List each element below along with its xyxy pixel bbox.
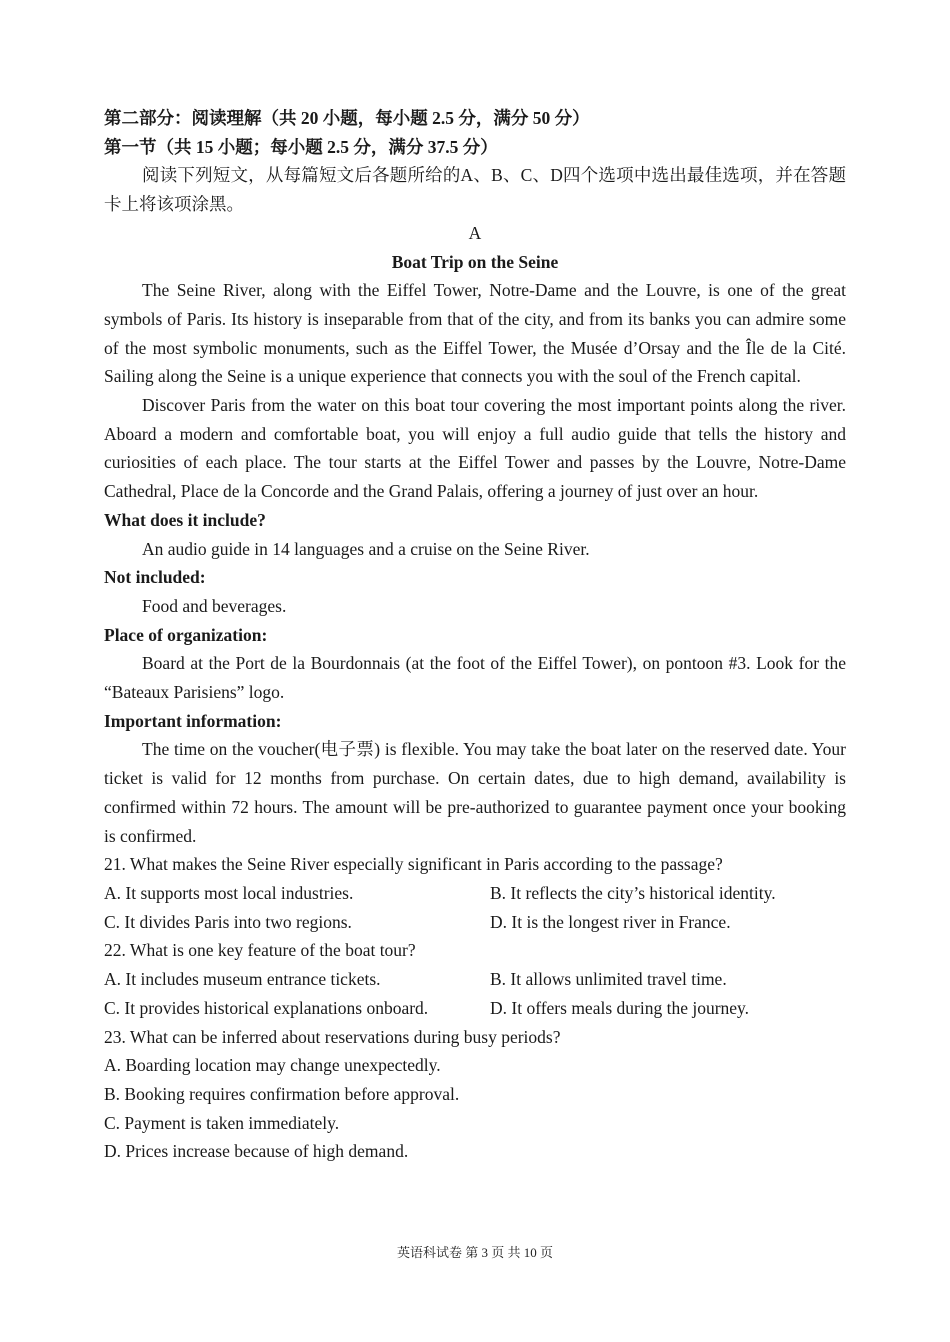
section-heading-not-included: Not included: [104, 567, 206, 588]
page-footer: 英语科试卷 第 3 页 共 10 页 [396, 1245, 553, 1260]
section-text-not-included: Food and beverages. [142, 595, 287, 616]
option-22-d[interactable]: D. It offers meals during the journey. [490, 997, 750, 1018]
section-heading-important: Important information: [104, 710, 282, 731]
section-heading-place: Place of organization: [104, 624, 268, 645]
passage-paragraph: The Seine River, along with the Eiffel Tower, Notre-Dame and the Louvre, is one of the great symbols of Paris. Its history is inseparable from that of the city, and from its banks you can admire some of the most symbolic monuments, such as the Eiffel Tower, the Musée d’Orsay and the Île de la Cité. Sailing along the Seine is a unique experience that connects you with the soul of the French capital. [104, 280, 846, 387]
section-text-include: An audio guide in 14 languages and a cruise on the Seine River. [142, 538, 590, 559]
option-row [104, 879, 846, 908]
passage-paragraph: Discover Paris from the water on this boat tour covering the most important points along the river. Aboard a modern and comfortable boat, you will enjoy a full audio guide that tells the history and curiosities of each place. The tour starts at the Eiffel Tower and passes by the Louvre, Notre-Dame Cathedral, Place de la Concorde and the Grand Palais, offering a journey of just over an hour. [104, 395, 846, 502]
option-23-a[interactable]: A. Boarding location may change unexpectedly. [104, 1055, 441, 1076]
section-text-place: Board at the Port de la Bourdonnais (at the foot of the Eiffel Tower), on pontoon #3. Look for the “Bateaux Parisiens” logo. [104, 653, 846, 703]
option-22-b[interactable]: B. It allows unlimited travel time. [490, 969, 727, 990]
option-row [104, 994, 846, 1023]
option-21-a[interactable]: A. It supports most local industries. [104, 882, 354, 903]
passage-title: Boat Trip on the Seine [391, 251, 559, 272]
option-row [104, 908, 846, 937]
section-text-important: The time on the voucher(电子票) is flexible. You may take the boat later on the reserved date. Your ticket is valid for 12 months from purchase. On certain dates, due to high demand, availability is confirmed within 72 hours. The amount will be pre-authorized to guarantee payment once your booking is confirmed. [104, 739, 846, 846]
option-row [104, 965, 846, 994]
section-title: 第一节（共 15 小题；每小题 2.5 分，满分 37.5 分） [104, 136, 498, 157]
option-21-b[interactable]: B. It reflects the city’s historical identity. [490, 882, 776, 903]
question-stem-21: 21. What makes the Seine River especially significant in Paris according to the passage? [104, 854, 723, 875]
passage-letter: A [468, 222, 482, 243]
option-22-c[interactable]: C. It provides historical explanations onboard. [104, 997, 429, 1018]
part-title: 第二部分：阅读理解（共 20 小题，每小题 2.5 分，满分 50 分） [104, 108, 590, 128]
question-stem-23: 23. What can be inferred about reservations during busy periods? [104, 1026, 561, 1047]
option-23-d[interactable]: D. Prices increase because of high demand. [104, 1141, 409, 1162]
exam-page [104, 104, 846, 1166]
option-23-c[interactable]: C. Payment is taken immediately. [104, 1112, 340, 1133]
section-heading-include: What does it include? [104, 509, 266, 530]
instructions: 阅读下列短文，从每篇短文后各题所给的A、B、C、D四个选项中选出最佳选项，并在答题卡上将该项涂黑。 [104, 165, 846, 215]
question-stem-22: 22. What is one key feature of the boat tour? [104, 940, 416, 961]
option-22-a[interactable]: A. It includes museum entrance tickets. [104, 969, 381, 990]
option-21-d[interactable]: D. It is the longest river in France. [490, 911, 731, 932]
option-21-c[interactable]: C. It divides Paris into two regions. [104, 911, 352, 932]
option-23-b[interactable]: B. Booking requires confirmation before approval. [104, 1083, 460, 1104]
